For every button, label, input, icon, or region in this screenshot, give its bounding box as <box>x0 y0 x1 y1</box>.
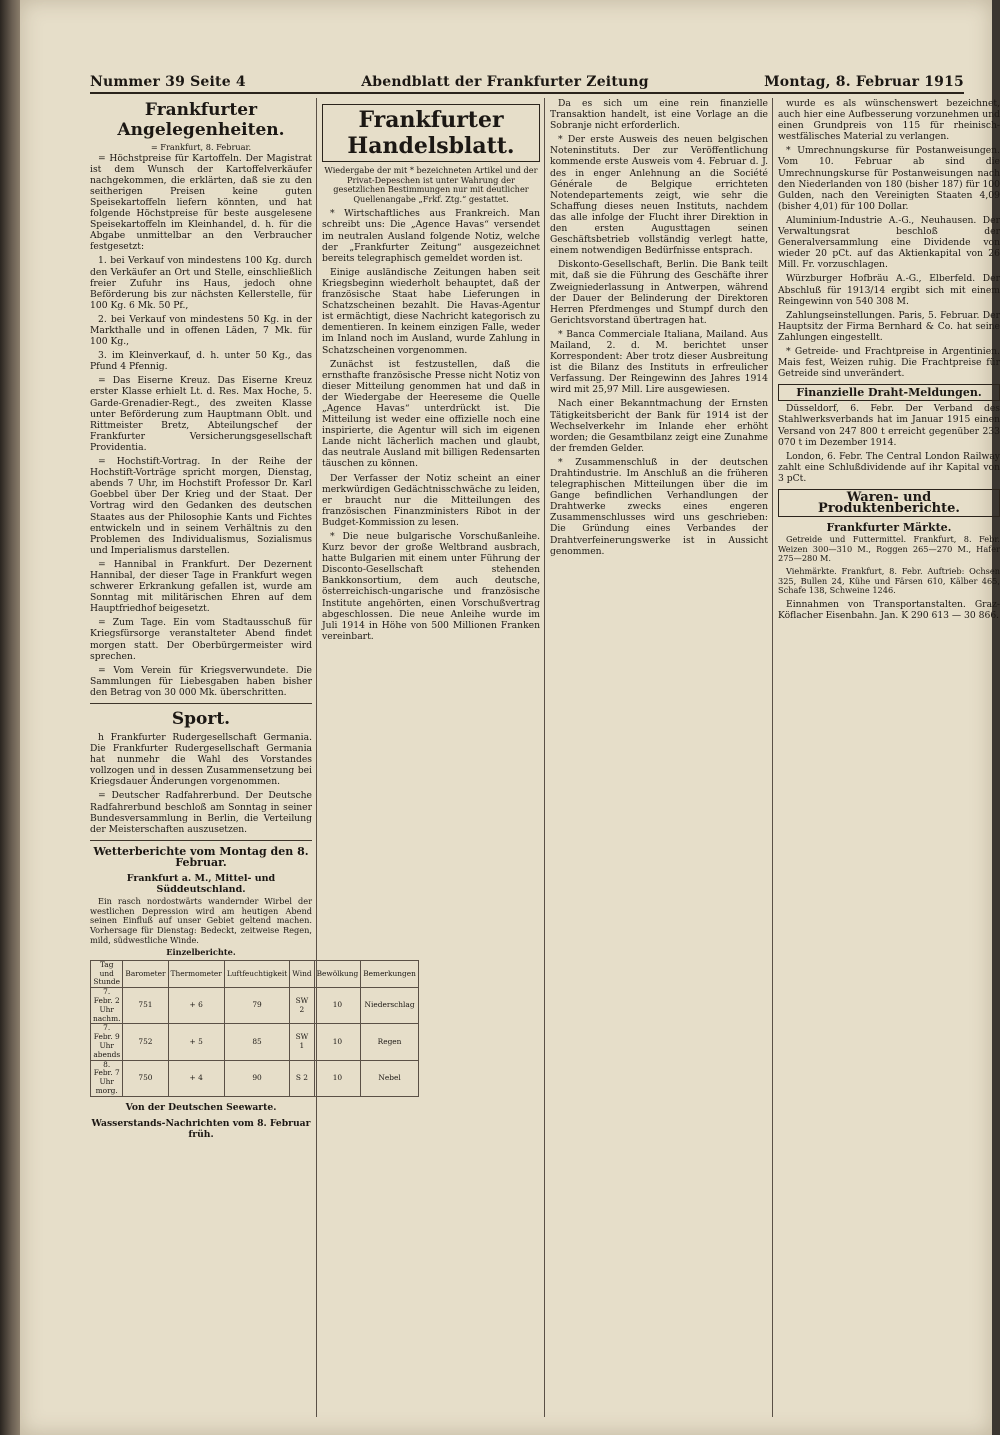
table-cell: Niederschlag <box>361 988 419 1024</box>
table-header-cell: Bemerkungen <box>361 960 419 987</box>
table-cell: + 6 <box>168 988 224 1024</box>
newspaper-page <box>20 0 1000 1435</box>
column-markets <box>778 98 1000 1417</box>
article-paragraph: Einige ausländische Zeitungen haben seit Kriegsbeginn wiederholt behauptet, daß der französische Staat habe Lieferungen in Schatzscheinen bezahlt. Die Havas-Agentur ist ermächtigt, diese Nachricht kategorisch zu dementieren. In keinem einzigen Falle, weder im Inland noch im Ausland, wurde Zahlung in Schatzscheinen vorgenommen. <box>322 266 540 356</box>
table-header-cell: Bewölkung <box>314 960 361 987</box>
table-cell: 750 <box>123 1060 168 1096</box>
book-binding <box>0 0 20 1435</box>
article-paragraph: = Hannibal in Frankfurt. Der Dezernent Hannibal, der dieser Tage in Frankfurt wegen schwerer Erkrankung gefallen ist, wurde am Sonntag mit militärischen Ehren auf dem Hauptfriedhof beigesetzt. <box>90 558 312 615</box>
table-cell: 85 <box>224 1024 289 1060</box>
article-paragraph: Der Verfasser der Notiz scheint an einer merkwürdigen Gedächtnisschwäche zu leiden, er braucht nur die Mitteilungen des französischen Finanzministers Ribot in der Budget-Kommission zu lesen. <box>322 472 540 528</box>
article-paragraph: h Frankfurter Rudergesellschaft Germania. Die Frankfurter Rudergesellschaft Germania hat nunmehr die Wahl des Vorstandes vollzogen und in dessen Zusammensetzung bei Kriegsdauer Änderungen vorgenommen. <box>90 732 312 788</box>
table-cell: 10 <box>314 988 361 1024</box>
weather-heading: Wetterberichte vom Montag den 8. Februar. <box>93 844 309 869</box>
article-paragraph: * Zusammenschluß in der deutschen Drahtindustrie. Im Anschluß an die früheren telegraphischen Mitteilungen über die im Gange befindlichen Verhandlungen der Drahtwerke zwecks eines engeren Zusammenschlusses wird uns geschrieben: Die Gründung eines Verbandes der Drahtverfeinerungswerke ist in Aussicht genommen. <box>550 456 768 557</box>
article-paragraph: Da es sich um eine rein finanzielle Transaktion handelt, ist eine Vorlage an die Sobranje nicht erforderlich. <box>550 98 768 132</box>
article-paragraph: = Das Eiserne Kreuz. Das Eiserne Kreuz erster Klasse erhielt Lt. d. Res. Max Hoche, 5. Garde-Grenadier-Regt., des zweiten Klasse unter Beförderung zum Hauptmann Oblt. und Rittmeister Bretz, Abteilungschef der Frankfurter Versicherungsgesellschaft Providentia. <box>90 375 312 453</box>
article-paragraph: * Banca Commerciale Italiana, Mailand. Aus Mailand, 2. d. M. berichtet unser Korrespondent: Aber trotz dieser Ausbreitung ist die Bilanz des Instituts in erfreulicher Verfassung. Der Reingewinn des Jahres 1914 wird mit 25,97 Mill. Lire ausgewiesen. <box>550 328 768 396</box>
article-paragraph: Einnahmen von Transportanstalten. Graz-Köflacher Eisenbahn. Jan. K 290 613 — 30 866. <box>778 598 1000 621</box>
table-cell: 10 <box>314 1060 361 1096</box>
subsection-heading: Frankfurter Märkte. <box>826 521 952 535</box>
column-rule <box>772 98 773 1417</box>
article-paragraph: 1. bei Verkauf von mindestens 100 Kg. durch den Verkäufer an Ort und Stelle, einschließlich freier Zufuhr ins Haus, jedoch ohne Beförderung bis zur nächsten Kellerstelle, für 100 Kg. 6 Mk. 50 Pf., <box>90 255 312 311</box>
article-paragraph: * Der erste Ausweis des neuen belgischen Noteninstituts. Der zur Veröffentlichung kommende erste Ausweis vom 4. Februar d. J. des in enger Anlehnung an die Société Générale de Belgique errichteten Notendepartements zeigt, wie sehr die Schaffung dieses neuen Instituts, nachdem das alle infolge der Flucht ihrer Direktion in den ersten Augusttagen seinen Geschäftsbetrieb vollständig verlegt hatte, einem notwendigen Bedürfnisse entsprach. <box>550 134 768 257</box>
dateline: = Frankfurt, 8. Februar. <box>150 142 252 152</box>
table-cell: SW 1 <box>290 1024 314 1060</box>
article-paragraph: Zunächst ist festzustellen, daß die ernsthafte französische Presse nicht Notiz von dieser Mitteilung genommen hat und daß in der Wiedergabe der Heereseme die Quelle „Agence Havas“ unterdrückt ist. Die Mitteilung ist weder eine offizielle noch eine inspirierte, die Agentur will sich im eigenen Lande nicht lächerlich machen und glaubt, das neutrale Ausland mit billigen Redensarten täuschen zu können. <box>322 358 540 470</box>
article-paragraph: * Wirtschaftliches aus Frankreich. Man schreibt uns: Die „Agence Havas“ versendet im neutralen Ausland folgende Notiz, welche der „Frankfurter Zeitung“ ausgezeichnet bereits telegraphisch gemeldet worden ist. <box>322 208 540 264</box>
table-cell: + 4 <box>168 1060 224 1096</box>
column-rule <box>544 98 545 1417</box>
article-paragraph: Zahlungseinstellungen. Paris, 5. Februar. Der Hauptsitz der Firma Bernhard & Co. hat seine Zahlungen eingestellt. <box>778 309 1000 343</box>
table-cell: 10 <box>314 1024 361 1060</box>
weather-text: Ein rasch nordostwärts wandernder Wirbel der westlichen Depression wird am heutigen Abend seinen Einfluß auf unser Gebiet geltend machen. Vorhersage für Dienstag: Bedeckt, zeitweise Regen, mild, südwestliche Winde. <box>90 896 312 945</box>
reprint-notice: Wiedergabe der mit * bezeichneten Artikel und der Privat-Depeschen ist unter Wahrung der gesetzlichen Bestimmungen nur mit deutlicher Quellenangabe „Frkf. Ztg.“ gestattet. <box>324 165 538 204</box>
divider <box>90 703 312 704</box>
seewarte-heading: Von der Deutschen Seewarte. <box>125 1101 277 1113</box>
section-heading-sport: Sport. <box>171 709 231 729</box>
article-paragraph: wurde es als wünschenswert bezeichnet, auch hier eine Aufbesserung vorzunehmen und einen Grundpreis von 115 für rheinisch-westfälisches Material zu verlangen. <box>778 98 1000 143</box>
table-cell: S 2 <box>290 1060 314 1096</box>
table-cell: 751 <box>123 988 168 1024</box>
table-cell: 7. Febr. 2 Uhr nachm. <box>91 988 123 1024</box>
issue-date: Montag, 8. Februar 1915 <box>764 74 964 90</box>
column-business-continued <box>550 98 768 1417</box>
table-cell: 8. Febr. 7 Uhr morg. <box>91 1060 123 1096</box>
section-heading: Waren- und Produktenberichte. <box>778 489 1000 517</box>
table-header-cell: Barometer <box>123 960 168 987</box>
newspaper-title: Abendblatt der Frankfurter Zeitung <box>361 74 649 90</box>
table-cell: SW 2 <box>290 988 314 1024</box>
article-paragraph: Würzburger Hofbräu A.-G., Elberfeld. Der Abschluß für 1913/14 ergibt sich mit einem Reingewinn von 540 308 M. <box>778 273 1000 307</box>
divider <box>90 840 312 841</box>
water-level-heading: Wasserstands-Nachrichten vom 8. Februar früh. <box>91 1117 311 1140</box>
section-heading: Finanzielle Draht-Meldungen. <box>778 384 1000 401</box>
table-header-cell: Thermometer <box>168 960 224 987</box>
table-header-cell: Luftfeuchtigkeit <box>224 960 289 987</box>
table-header-cell: Wind <box>290 960 314 987</box>
table-cell: Regen <box>361 1024 419 1060</box>
masthead-rule <box>90 92 964 94</box>
article-paragraph: 3. im Kleinverkauf, d. h. unter 50 Kg., das Pfund 4 Pfennig. <box>90 350 312 373</box>
article-paragraph: Viehmärkte. Frankfurt, 8. Febr. Auftrieb: Ochsen 325, Bullen 24, Kühe und Färsen 610, Kälber 465, Schafe 138, Schweine 1246. <box>778 566 1000 596</box>
section-heading: Frankfurter Handelsblatt. <box>322 104 540 162</box>
article-paragraph: = Höchstpreise für Kartoffeln. Der Magistrat ist dem Wunsch der Kartoffelverkäufer nachgekommen, die erklärten, daß sie zu den seitherigen Preisen keine guten Speisekartoffeln liefern könnten, und hat folgende Höchstpreise für beste ausgelesene Speisekartoffeln im Kleinhandel, d. h. für die Abgabe unmittelbar an den Verbraucher festgesetzt: <box>90 152 312 253</box>
column-rule <box>316 98 317 1417</box>
article-paragraph: Aluminium-Industrie A.-G., Neuhausen. Der Verwaltungsrat beschloß der Generalversammlung eine Dividende von wieder 20 pCt. auf das Aktienkapital von 26 Mill. Fr. vorzuschlagen. <box>778 214 1000 271</box>
article-paragraph: * Die neue bulgarische Vorschußanleihe. Kurz bevor der große Weltbrand ausbrach, hatte Bulgarien mit einem unter Führung der Disconto-Gesellschaft stehenden Bankkonsortium, dem auch deutsche, österreichisch-ungarische und französische Institute angehörten, einen Vorschußvertrag abgeschlossen. Die neue Anleihe wurde im Juli 1914 in Höhe von 500 Millionen Franken vereinbart. <box>322 531 540 642</box>
table-cell: Nebel <box>361 1060 419 1096</box>
column-business <box>322 98 540 1417</box>
article-paragraph: Nach einer Bekanntmachung der Ernsten Tätigkeitsbericht der Bank für 1914 ist der Wechselverkehr im Inlande eher erhöht worden; die Gesamtbilanz zeigt eine Zunahme der fremden Gelder. <box>550 398 768 454</box>
article-paragraph: Düsseldorf, 6. Febr. Der Verband des Stahlwerksverbands hat im Januar 1915 einen Versand von 247 800 t erreicht gegenüber 233 070 t im Dezember 1914. <box>778 403 1000 448</box>
table-cell: 7. Febr. 9 Uhr abends <box>91 1024 123 1060</box>
article-paragraph: * Umrechnungskurse für Postanweisungen. Vom 10. Februar ab sind die Umrechnungskurse für Postanweisungen nach den Niederlanden von 180 (bisher 187) für 100 Gulden, nach den Vereinigten Staaten 4,09 (bisher 4,01) für 100 Dollar. <box>778 145 1000 212</box>
table-cell: 79 <box>224 988 289 1024</box>
article-paragraph: = Zum Tage. Ein vom Stadtausschuß für Kriegsfürsorge veranstalteter Abend findet morgen statt. Der Oberbürgermeister wird sprechen. <box>90 617 312 662</box>
article-paragraph: = Vom Verein für Kriegsverwundete. Die Sammlungen für Liebesgaben haben bisher den Betrag von 30 000 Mk. überschritten. <box>90 664 312 698</box>
weather-subheading: Frankfurt a. M., Mittel- und Süddeutschland. <box>126 873 276 896</box>
column-local-news <box>90 98 416 1417</box>
article-paragraph: = Hochstift-Vortrag. In der Reihe der Hochstift-Vorträge spricht morgen, Dienstag, abends 7 Uhr, im Hochstift Professor Dr. Karl Goebbel über Der Krieg und der Staat. Der Vortrag wird den Gedanken des deutschen Staates aus der Philosophie Kants und Fichtes entwickeln und in seinem Verhältnis zu den Problemen des Individualismus, Sozialismus und Imperialismus darstellen. <box>90 456 312 556</box>
article-paragraph: London, 6. Febr. The Central London Railway zahlt eine Schlußdividende auf ihr Kapital von 3 pCt. <box>778 450 1000 484</box>
table-header-cell: Tag und Stunde <box>91 960 123 987</box>
article-paragraph: = Deutscher Radfahrerbund. Der Deutsche Radfahrerbund beschloß am Sonntag in seiner Bundesversammlung in Berlin, die Verteilung der Meisterschaften auszusetzen. <box>90 790 312 835</box>
article-paragraph: * Getreide- und Frachtpreise in Argentinien. Mais fest, Weizen ruhig. Die Frachtpreise für Getreide sind unverändert. <box>778 345 1000 380</box>
table-heading: Einzelberichte. <box>166 947 236 958</box>
table-cell: + 5 <box>168 1024 224 1060</box>
issue-number: Nummer 39 Seite 4 <box>90 74 246 90</box>
page-masthead <box>90 70 964 90</box>
article-paragraph: 2. bei Verkauf von mindestens 50 Kg. in der Markthalle und in offenen Läden, 7 Mk. für 100 Kg., <box>90 313 312 348</box>
article-paragraph: Getreide und Futtermittel. Frankfurt, 8. Febr. Weizen 300—310 M., Roggen 265—270 M., Hafer 275—280 M. <box>778 534 1000 564</box>
table-cell: 752 <box>123 1024 168 1060</box>
table-cell: 90 <box>224 1060 289 1096</box>
section-heading: Frankfurter Angelegenheiten. <box>117 100 285 140</box>
article-paragraph: Diskonto-Gesellschaft, Berlin. Die Bank teilt mit, daß sie die Führung des Geschäfte ihrer Zweigniederlassung in Antwerpen, während der Dauer der Belinderung der Direktoren Herren Pferdmenges und Stumpf durch den Gerichtsvorstand übertragen hat. <box>550 259 768 326</box>
